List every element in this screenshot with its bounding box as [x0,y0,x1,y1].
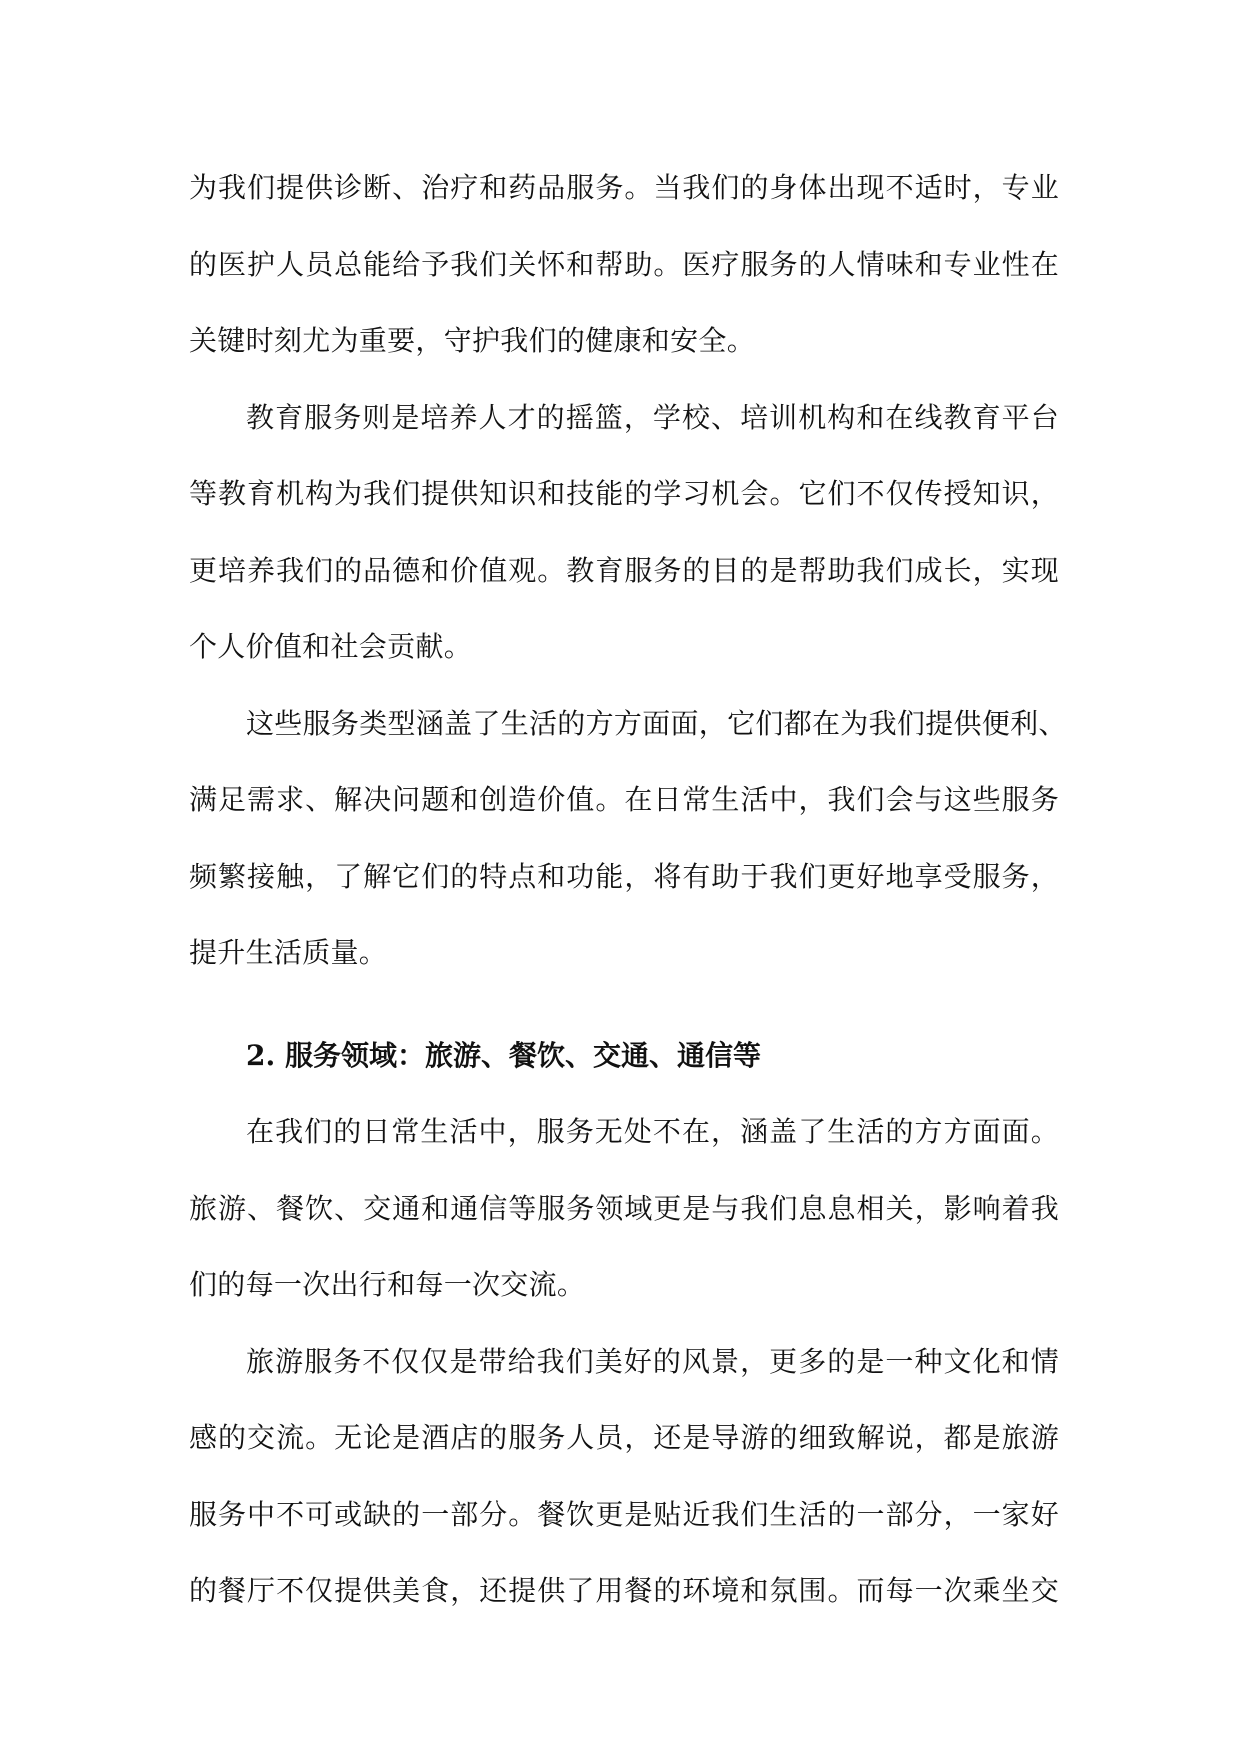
text-line: 在我们的日常生活中，服务无处不在，涵盖了生活的方方面面。 [246,1115,1059,1148]
text-line: 提升生活质量。 [189,936,388,969]
section-heading: 2. 服务领域：旅游、餐饮、交通、通信等 [246,1038,761,1072]
text-line: 等教育机构为我们提供知识和技能的学习机会。它们不仅传授知识， [189,477,1059,510]
text-line: 们的每一次出行和每一次交流。 [189,1268,586,1301]
paragraph-service-types-summary [189,686,1067,992]
paragraph-tourism-dining [189,1324,1059,1630]
text-line: 的医护人员总能给予我们关怀和帮助。医疗服务的人情味和专业性在 [189,247,1059,281]
text-line: 旅游服务不仅仅是带给我们美好的风景，更多的是一种文化和情 [246,1344,1059,1378]
section-spacer [189,992,1059,1018]
text-line: 教育服务则是培养人才的摇篮，学校、培训机构和在线教育平台 [246,400,1059,434]
text-line: 关键时刻尤为重要，守护我们的健康和安全。 [189,324,756,357]
paragraph-medical-continued [189,150,1059,380]
document-body [189,150,1067,1630]
text-line: 感的交流。无论是酒店的服务人员，还是导游的细致解说，都是旅游 [189,1421,1059,1454]
text-line: 满足需求、解决问题和创造价值。在日常生活中，我们会与这些服务 [189,783,1059,816]
text-line: 旅游、餐饮、交通和通信等服务领域更是与我们息息相关，影响着我 [189,1191,1059,1225]
text-line: 为我们提供诊断、治疗和药品服务。当我们的身体出现不适时，专业 [189,171,1059,204]
text-line: 个人价值和社会贡献。 [189,630,473,663]
text-line: 更培养我们的品德和价值观。教育服务的目的是帮助我们成长，实现 [189,553,1059,587]
paragraph-service-domains-intro [189,1094,1059,1324]
text-line: 服务中不可或缺的一部分。餐饮更是贴近我们生活的一部分，一家好 [189,1497,1059,1531]
text-line: 的餐厅不仅提供美食，还提供了用餐的环境和氛围。而每一次乘坐交 [189,1574,1059,1607]
text-line: 这些服务类型涵盖了生活的方方面面，它们都在为我们提供便利、 [246,706,1067,740]
text-line: 频繁接触，了解它们的特点和功能，将有助于我们更好地享受服务， [189,859,1059,893]
paragraph-education [189,380,1059,686]
